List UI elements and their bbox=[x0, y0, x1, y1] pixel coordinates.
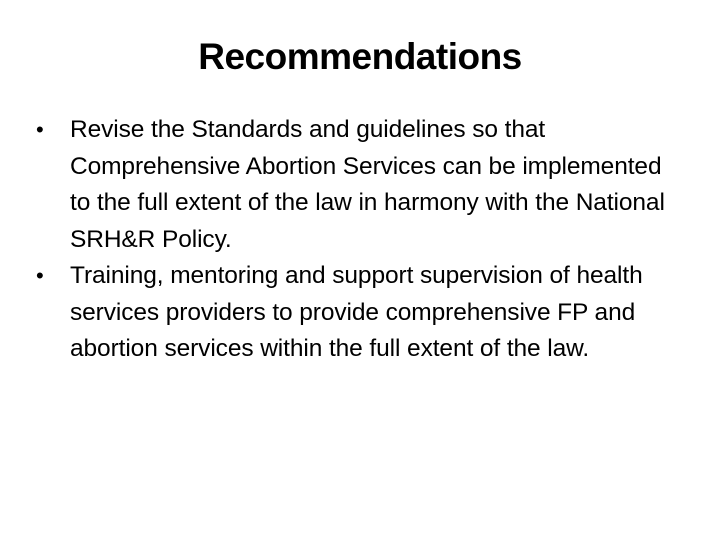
bullet-marker: • bbox=[36, 263, 44, 288]
bullet-item-standards bbox=[36, 112, 676, 258]
bullet-item-training bbox=[36, 258, 676, 368]
bullet-text: Revise the Standards and guidelines so that Comprehensive Abortion Services can be implemented to the full extent of the law in harmony with the National SRH&R Policy. bbox=[70, 116, 665, 253]
slide-title: Recommendations bbox=[198, 36, 522, 77]
bullet-text: Training, mentoring and support supervision of health services providers to provide comprehensive FP and abortion services within the full extent of the law. bbox=[70, 262, 643, 362]
bullet-marker: • bbox=[36, 117, 44, 142]
bullet-list bbox=[36, 112, 676, 368]
